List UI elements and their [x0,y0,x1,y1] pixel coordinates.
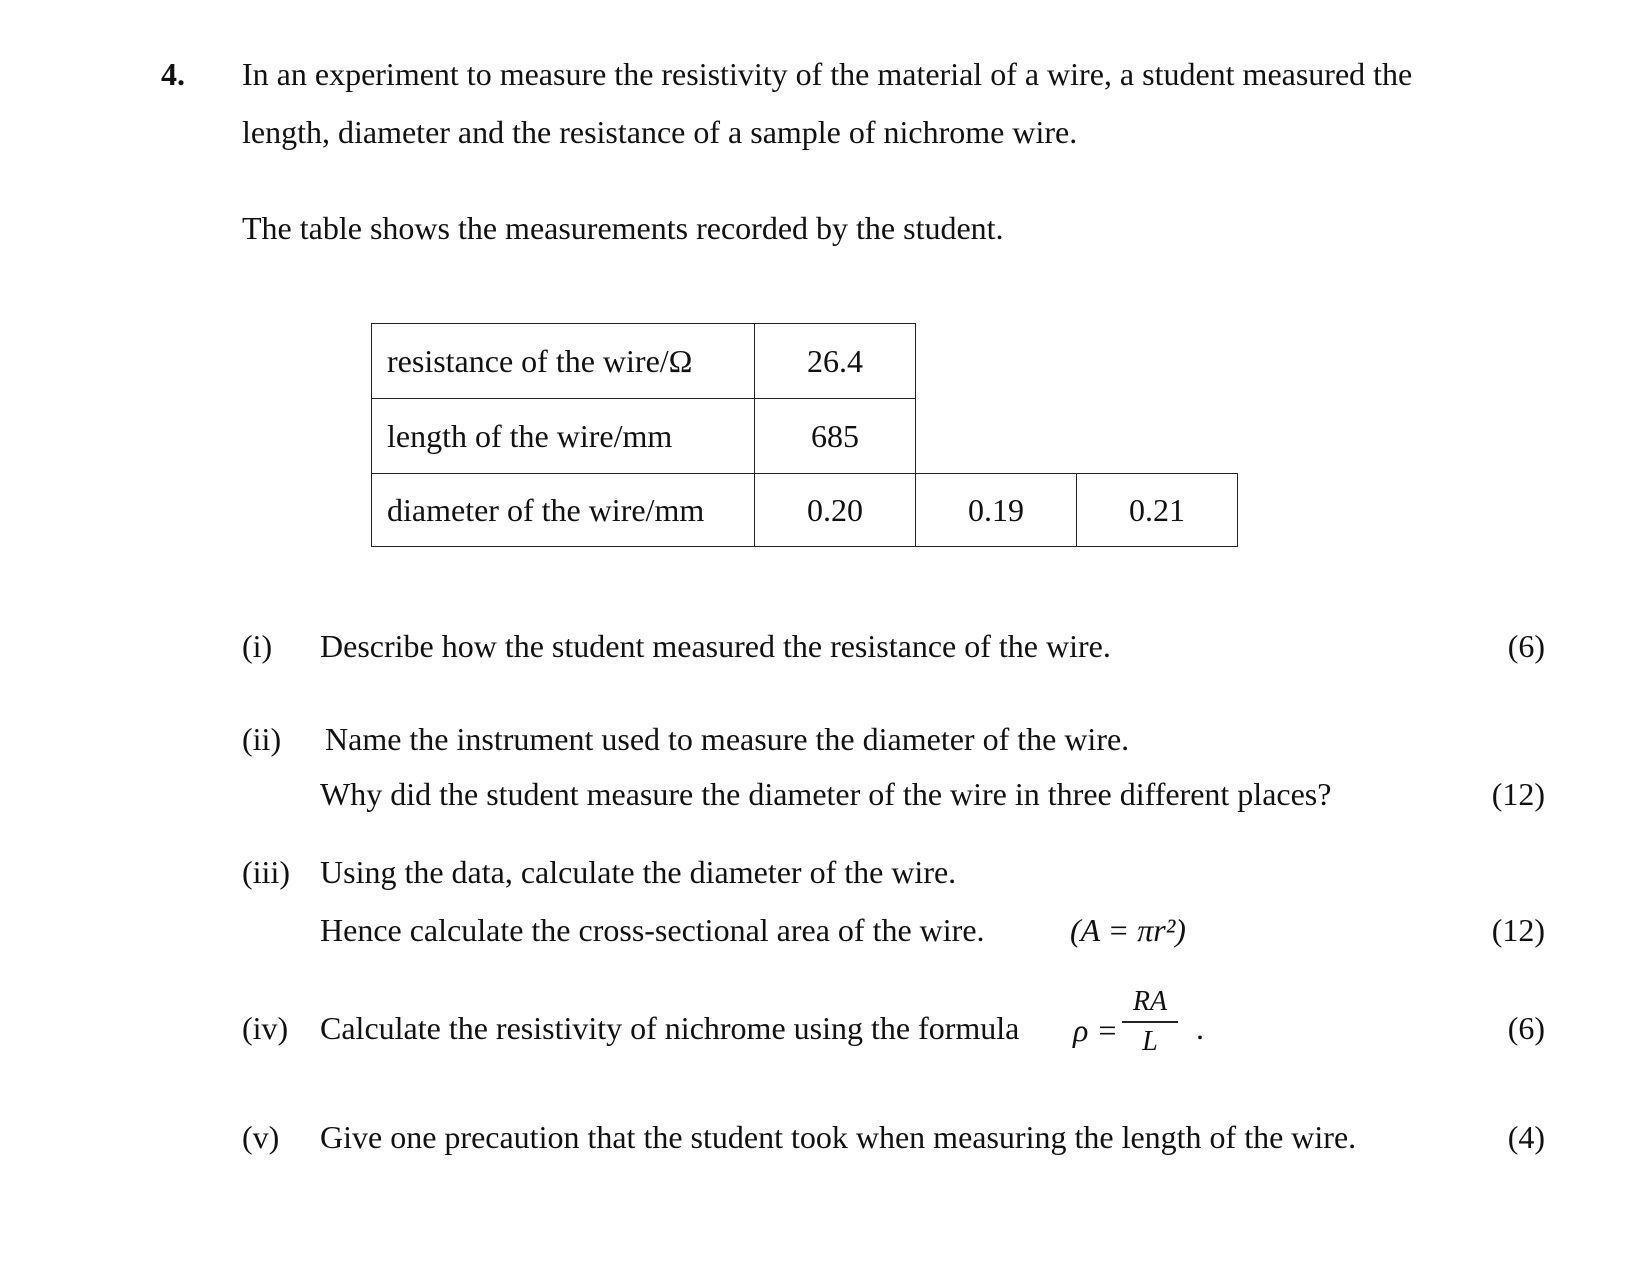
question-intro-line-2: length, diameter and the resistance of a sample of nichrome wire. [242,114,1078,150]
question-intro-line-1: In an experiment to measure the resistivity of the material of a wire, a student measured the [242,56,1413,92]
part-iii-text-line-1: Using the data, calculate the diameter of the wire. [320,854,957,890]
fraction-numerator: RA [1132,986,1168,1017]
question-number: 4. [161,56,185,92]
part-iii-text-line-2: Hence calculate the cross-sectional area of the wire. [320,912,985,948]
fraction-bar [1122,1021,1178,1023]
part-number-iii: (iii) [242,854,290,890]
part-i-text: Describe how the student measured the resistance of the wire. [320,628,1111,664]
part-v-marks: (4) [1507,1119,1545,1155]
part-iv-marks: (6) [1507,1010,1545,1046]
table-lead-text: The table shows the measurements recorded by the student. [242,210,1004,246]
resistivity-formula-lhs: ρ = [1073,1012,1118,1048]
fraction-denominator: L [1142,1025,1158,1057]
part-number-v: (v) [242,1119,280,1155]
part-i-marks: (6) [1507,628,1545,664]
table-row-label-diameter: diameter of the wire/mm [371,473,755,547]
table-cell-diameter-value-2: 0.19 [915,473,1077,547]
part-number-iv: (iv) [242,1010,289,1046]
resistivity-formula-fraction [1122,986,1178,1058]
part-ii-text-line-1: Name the instrument used to measure the diameter of the wire. [325,721,1130,757]
table-row-label-resistance: resistance of the wire/Ω [371,323,755,399]
formula-period: . [1196,1010,1204,1046]
part-number-i: (i) [242,628,273,664]
table-cell-length-value: 685 [754,398,916,474]
part-iv-text: Calculate the resistivity of nichrome using the formula [320,1010,1020,1046]
table-cell-diameter-value-1: 0.20 [754,473,916,547]
part-iii-marks: (12) [1491,912,1545,948]
part-ii-marks: (12) [1491,776,1545,812]
area-formula: (A = πr²) [1070,912,1186,948]
part-ii-text-line-2: Why did the student measure the diameter of the wire in three different places? [320,776,1332,812]
table-row-label-length: length of the wire/mm [371,398,755,474]
part-v-text: Give one precaution that the student took when measuring the length of the wire. [320,1119,1357,1155]
part-number-ii: (ii) [242,721,282,757]
table-cell-diameter-value-3: 0.21 [1076,473,1238,547]
table-cell-resistance-value: 26.4 [754,323,916,399]
